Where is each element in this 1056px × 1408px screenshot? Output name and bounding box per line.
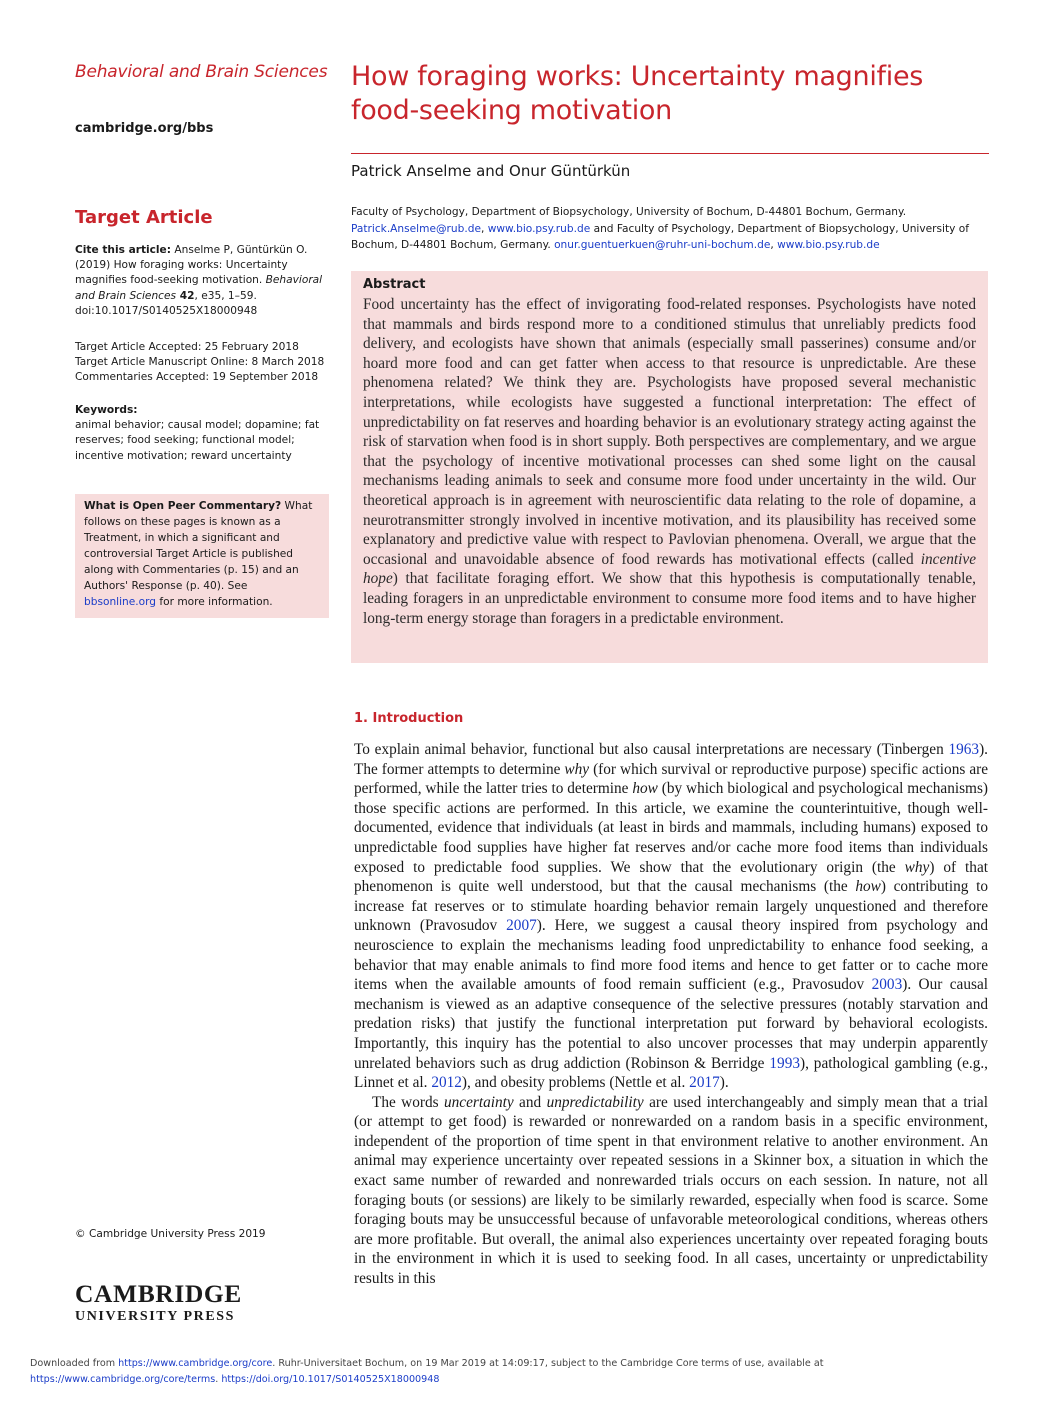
paragraph-text: ). Our causal mechanism is viewed as an adaptive consequence of the selective pressures (notably starvation and predation risks) that justify the functional interpretation put forward by behavioral ecologists. Importantly, this inquiry has the potential to also uncover processes that may underpin apparently unrelated behaviors such as drug addiction (Robinson & Berridge (354, 976, 988, 1072)
opc-question: What is Open Peer Commentary? (84, 500, 282, 512)
opc-text-end: for more information. (156, 596, 273, 608)
journal-name: Behavioral and Brain Sciences (75, 62, 328, 82)
open-peer-commentary-box (75, 494, 329, 618)
website-link-2[interactable]: www.bio.psy.rub.de (777, 239, 880, 251)
cite-label: Cite this article: (75, 244, 171, 256)
journal-url[interactable]: cambridge.org/bbs (75, 121, 214, 136)
website-link-1[interactable]: www.bio.psy.rub.de (487, 222, 591, 235)
abstract-text-part: ) that facilitate foraging effort. We show that this hypothesis is computationally tenable, leading foragers in an unpredictable environment to consume more food items and to have higher long-term energy storage than foragers in a predictable environment. (363, 570, 976, 627)
footer-text: Downloaded from (30, 1358, 119, 1369)
date-commentaries-accepted: Commentaries Accepted: 19 September 2018 (75, 371, 319, 384)
citation-link[interactable]: 1963 (948, 741, 980, 758)
emphasis: how (855, 878, 881, 896)
affiliation-separator: , (770, 239, 778, 251)
opc-text: What follows on these pages is known as a Treatment, in which a significant and controversial Target Article is published along with Commentaries (p. 15) and an Authors' Response (p. 40). See (84, 500, 313, 592)
footer-text: . Ruhr-Universitaet Bochum, on 19 Mar 2019 at 14:09:17, subject to the Cambridge Core terms of use, available at (272, 1358, 824, 1369)
email-link-2[interactable]: onur.guentuerkuen@ruhr-uni-bochum.de (554, 239, 771, 251)
affiliation-separator: , (480, 222, 488, 235)
footer-core-link[interactable]: https://www.cambridge.org/core (118, 1358, 273, 1369)
date-manuscript-online: Target Article Manuscript Online: 8 March 2018 (75, 356, 325, 369)
footer-terms-link[interactable]: https://www.cambridge.org/core/terms (30, 1374, 216, 1385)
abstract-text (363, 295, 976, 628)
cite-text: Anselme P, Güntürkün O. (2019) How foraging works: Uncertainty magnifies food-seeking motivation. (75, 244, 308, 287)
footer-separator: . (215, 1374, 222, 1385)
emphasis: why (904, 858, 930, 876)
affiliations (351, 204, 991, 254)
copyright-notice: © Cambridge University Press 2019 (75, 1228, 266, 1240)
article-title: How foraging works: Uncertainty magnifies food-seeking motivation (351, 61, 924, 126)
download-footer (30, 1356, 1030, 1388)
publisher-logo-line2: UNIVERSITY PRESS (75, 1309, 236, 1324)
abstract-text-emphasis: incentive hope (363, 550, 976, 588)
article-dates (75, 340, 337, 386)
affiliation-line2: and Faculty of Psychology, Department of Biopsychology, University of Bochum, D-44801 Bochum, Germany. (351, 222, 969, 251)
paragraph-text: ), and obesity problems (Nettle et al. (461, 1074, 690, 1092)
opc-link[interactable]: bbsonline.org (84, 596, 157, 608)
email-link-1[interactable]: Patrick.Anselme@rub.de (351, 222, 481, 235)
abstract-heading: Abstract (363, 277, 426, 292)
abstract-box (351, 271, 988, 663)
keywords-text: animal behavior; causal model; dopamine; fat reserves; food seeking; functional model; incentive motivation; reward uncertainty (75, 419, 320, 462)
section-heading-introduction: 1. Introduction (354, 711, 464, 726)
emphasis: why (564, 760, 590, 778)
article-type-label: Target Article (75, 207, 213, 228)
paragraph-text: ). The former attempts to determine (354, 741, 988, 778)
paragraph-text: (by which biological and psychological mechanisms) those specific actions are performed. In this article, we examine the counterintuitive, though well-documented, evidence that individuals (at least in birds and mammals, including humans) exposed to unpredictable food supplies have higher fat reserves and/or cache more food items than individuals exposed to predictable food supplies. We show that the evolutionary origin (the (354, 780, 988, 876)
emphasis: unpredictability (546, 1093, 644, 1111)
emphasis: uncertainty (443, 1093, 514, 1111)
citation-link[interactable]: 2017 (689, 1074, 720, 1092)
paragraph-text: (for which survival or reproductive purpose) specific actions are performed, while the latter tries to determine (354, 760, 988, 798)
abstract-text-part: Food uncertainty has the effect of invigorating food-related responses. Psychologists have noted that mammals and birds respond more to a conditioned stimulus that unreliably predicts food delivery, and ecologists have shown that animals (especially small passerines) consume and/or hoard more food and can get fatter when access to that resource is unpredictable. Are these phenomena related? We think they are. Psychologists have proposed several mechanistic interpretations, while ecologists have suggested a functional interpretation: The effect of unpredictability on fat reserves and hoarding behavior is an evolutionary strategy acting against the risk of starvation when food is in short supply. Both perspectives are complementary, and we argue that the psychology of incentive motivational processes can shed some light on the causal mechanisms leading animals to seek and consume more food under uncertainty in the wild. Our theoretical approach is in agreement with neuroscientific data relating to the role of dopamine, a neurotransmitter strongly involved in incentive motivation, and its plausibility has received some explanatory and predictive value with respect to Pavlovian phenomena. Overall, we argue that the occasional and unavoidable absence of food rewards has motivational effects (called (363, 296, 976, 568)
cite-journal: Behavioral and Brain Sciences (75, 274, 323, 302)
title-divider (351, 153, 989, 154)
authors: Patrick Anselme and Onur Güntürkün (351, 162, 631, 180)
emphasis: how (632, 780, 658, 798)
paragraph-text: are used interchangeably and simply mean that a trial (or attempt to get food) is rewarded or nonrewarded on a random basis in a specific environment, independent of the proportion of time spent in that environment relative to another environment. An animal may experience uncertainty over repeated sessions in a Skinner box, a situation in which the exact same number of rewarded and nonrewarded trials occurs on each session. In nature, not all foraging bouts (or sessions) are likely to be similarly rewarded, especially when food is scarce. Some foraging bouts may be unsuccessful because of unfavorable meteorological conditions, whereas others are more profitable. But overall, the animal also experiences uncertainty over repeated foraging bouts in the environment in which it is used to seeking food. In all cases, uncertainty or unpredictability results in this (354, 1093, 988, 1288)
citation-link[interactable]: 2012 (431, 1074, 462, 1092)
paragraph-text: and (513, 1093, 547, 1111)
paragraph-text: ) of that phenomenon is quite well understood, but that the causal mechanisms (the (354, 858, 988, 896)
publisher-logo (75, 1280, 242, 1326)
citation-block (75, 243, 337, 319)
paragraph-text: ) contributing to increase fat reserves or to stimulate hoarding behavior remain largely unquestioned and therefore unknown (Pravosudov (354, 878, 988, 935)
citation-link[interactable]: 2007 (506, 917, 537, 935)
paragraph-text: The words (372, 1093, 444, 1111)
cite-volume: 42 (176, 289, 195, 302)
paragraph-text: ). (719, 1074, 729, 1092)
paragraph (354, 1093, 988, 1289)
citation-link[interactable]: 2003 (871, 976, 903, 994)
paragraph-text: ), pathological gambling (e.g., Linnet et al. (354, 1054, 988, 1092)
keywords-label: Keywords: (75, 404, 138, 416)
affiliation-line1: Faculty of Psychology, Department of Biopsychology, University of Bochum, D-44801 Bochum, Germany. (351, 206, 907, 218)
paragraph-text: To explain animal behavior, functional but also causal interpretations are necessary (Tinbergen (354, 741, 949, 758)
cite-doi: , e35, 1–59. doi:10.1017/S0140525X18000948 (75, 289, 258, 317)
date-accepted: Target Article Accepted: 25 February 2018 (75, 341, 299, 353)
citation-link[interactable]: 1993 (769, 1054, 800, 1072)
publisher-logo-line1: CAMBRIDGE (75, 1279, 242, 1308)
introduction-body (354, 740, 988, 1289)
paragraph-text: ). Here, we suggest a causal theory inspired from psychology and neuroscience to explain the mechanisms leading food unpredictability to enhance food seeking, a behavior that may enable animals to find more food items and hence to get fatter or to cache more items when the available amounts of food remain sufficient (e.g., Pravosudov (354, 917, 988, 994)
keywords-block (75, 403, 337, 464)
footer-doi-link[interactable]: https://doi.org/10.1017/S0140525X18000948 (221, 1374, 440, 1385)
paragraph (354, 740, 988, 1093)
